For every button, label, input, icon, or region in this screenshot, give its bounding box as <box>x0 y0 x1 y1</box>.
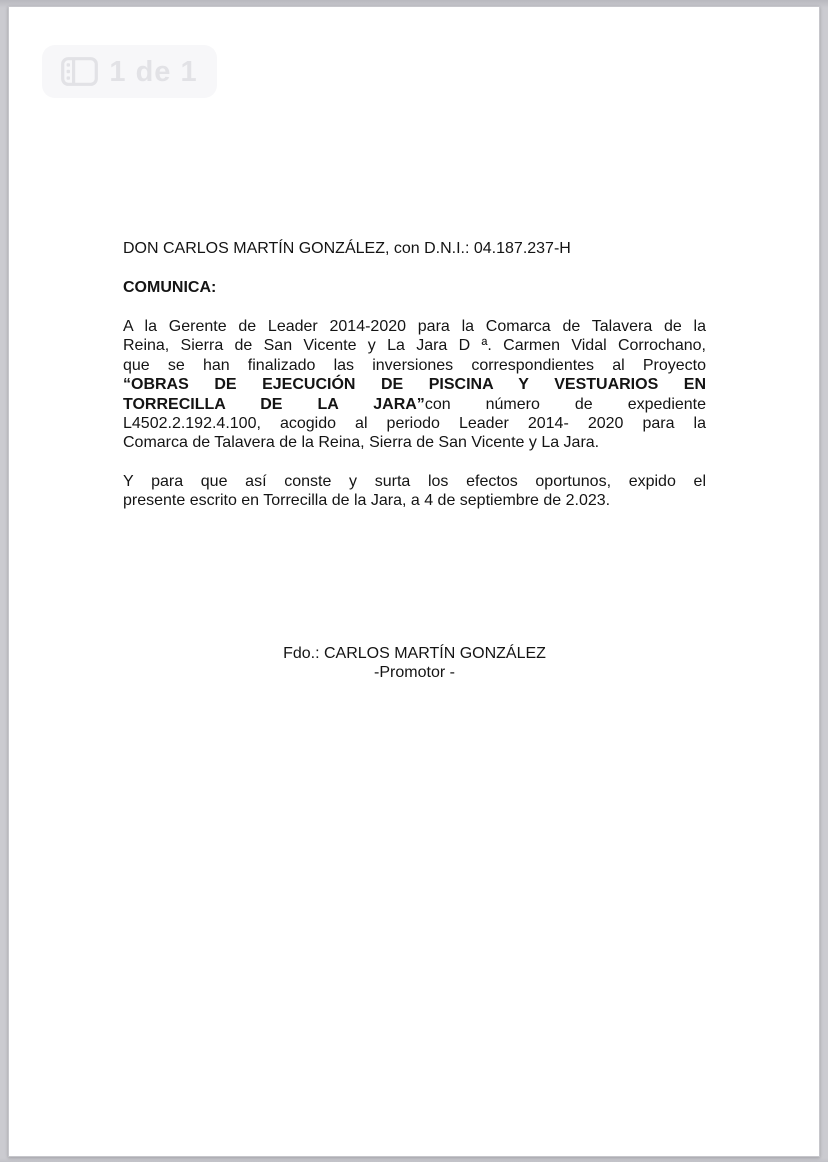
text-line <box>123 239 706 258</box>
text-segment: Fdo.: CARLOS MARTÍN GONZÁLEZ <box>283 645 546 662</box>
text-line <box>123 644 706 663</box>
page-indicator-label: 1 de 1 <box>109 55 198 88</box>
text-line <box>123 414 706 433</box>
page-thumbnails-sidebar-icon <box>61 57 98 86</box>
text-line <box>123 317 706 336</box>
text-segment: Comarca de Talavera de la Reina, Sierra de San Vicente y La Jara. <box>123 434 600 452</box>
text-segment: DON CARLOS MARTÍN GONZÁLEZ, con D.N.I.: 04.187.237-H <box>123 240 571 257</box>
text-segment: que se han finalizado las inversiones correspondientes al Proyecto <box>123 356 706 374</box>
text-line <box>123 472 706 491</box>
text-line <box>123 395 706 414</box>
text-segment: con número de expediente <box>424 395 707 413</box>
text-line <box>123 336 706 355</box>
text-line <box>123 491 706 510</box>
text-line <box>123 356 706 375</box>
text-segment: A la Gerente de Leader 2014-2020 para la Comarca de Talavera de la <box>123 318 706 335</box>
page-indicator[interactable] <box>42 45 217 98</box>
text-segment: -Promotor - <box>374 664 455 682</box>
text-segment: Y para que así conste y surta los efectos oportunos, expido el <box>123 473 706 490</box>
text-segment: COMUNICA: <box>123 279 217 296</box>
paragraph-addressee <box>123 239 706 258</box>
text-line <box>123 375 706 394</box>
text-segment: Reina, Sierra de San Vicente y La Jara D ª. Carmen Vidal Corrochano, <box>123 337 706 355</box>
text-segment: presente escrito en Torrecilla de la Jara, a 4 de septiembre de 2.023. <box>123 492 611 510</box>
text-line <box>123 433 706 452</box>
text-line <box>123 278 706 297</box>
text-segment: “OBRAS DE EJECUCIÓN DE PISCINA Y VESTUARIOS EN <box>123 376 706 394</box>
pdf-page <box>8 6 820 1157</box>
paragraph-body <box>123 317 706 453</box>
paragraph-comunica-heading <box>123 278 706 297</box>
text-segment: L4502.2.192.4.100, acogido al periodo Leader 2014- 2020 para la <box>123 415 706 433</box>
signature-block <box>123 644 706 683</box>
text-line <box>123 663 706 682</box>
paragraph-closing <box>123 472 706 511</box>
text-segment: TORRECILLA DE LA JARA” <box>123 395 425 413</box>
